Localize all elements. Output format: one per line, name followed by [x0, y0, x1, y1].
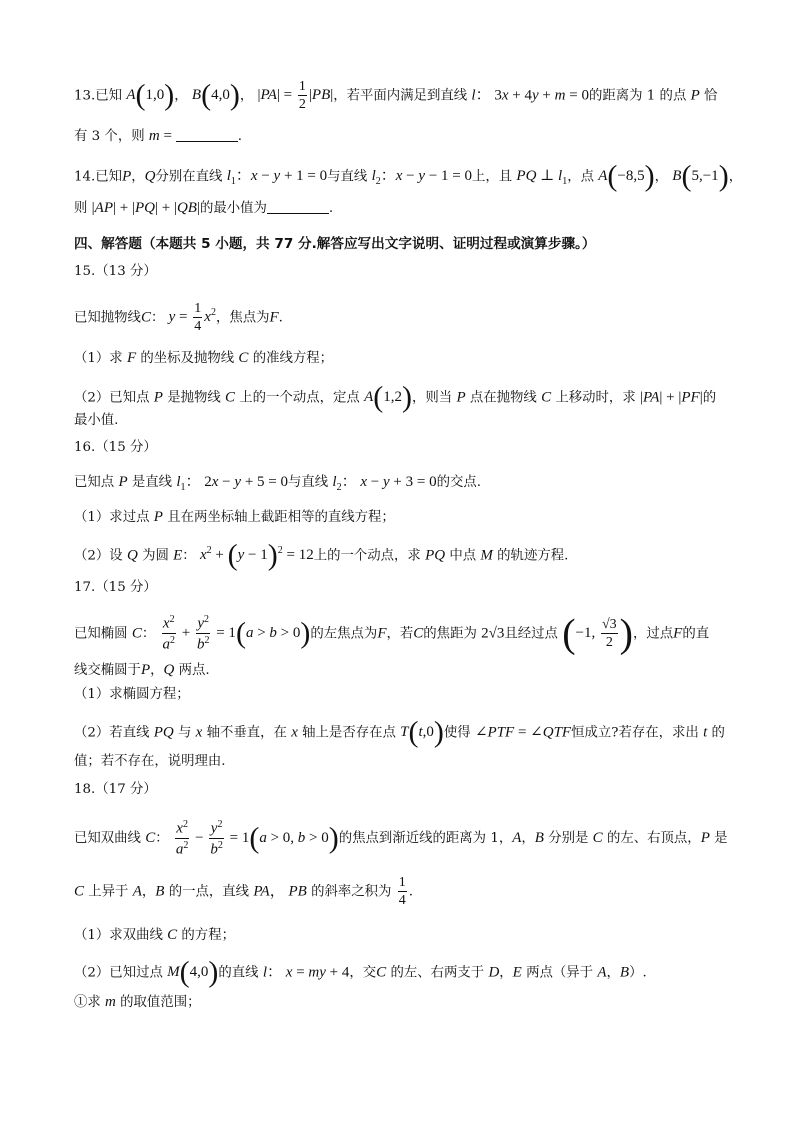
q15-sum-formula: |PA| + |PF| — [639, 389, 703, 406]
q15-text: ，焦点为 — [215, 310, 270, 326]
q18-text: 的焦点到渐近线的距离为 1， — [338, 831, 513, 847]
q16-text: 与直线 — [287, 475, 329, 490]
q16-line1-formula: $l_1$： 2x − y + 5 = 0 — [176, 474, 288, 493]
q17-text: 的 — [711, 725, 725, 741]
q18-text: ，交 — [349, 965, 377, 981]
q16-text: （1）求过点 — [74, 510, 150, 525]
q14-number: 14. — [74, 169, 96, 185]
q14-line2 — [74, 198, 333, 219]
q16-text: 中点 — [449, 548, 477, 564]
q15-text: 已知抛物线 — [74, 310, 141, 326]
q15-text: 上的一个动点，定点 — [239, 390, 360, 406]
q14-line1-formula: $l_1$：x − y + 1 = 0 — [226, 168, 328, 188]
q18-text: 的斜率之积为 — [311, 884, 392, 900]
q14-text: 上，且 — [471, 169, 513, 185]
q18-text: 是 — [714, 831, 728, 847]
q16-header: 16.（15 分） — [74, 440, 157, 455]
q18-text: （2）已知过点 — [74, 965, 163, 981]
q15-text: （1）求 — [74, 351, 123, 366]
ellipse-formula: $\frac{x^2}{a^2}$ + $\frac{y^2}{b^2}$ = 1(a > b > 0) — [162, 614, 311, 653]
q15-stem: 已知抛物线C： y = $\frac{1}{4}$ $x^2$，焦点为F. — [74, 301, 283, 334]
q18-header: 18.（17 分） — [74, 782, 157, 797]
q15-part2: （2）已知点 P 是抛物线 C 上的一个动点，定点 A(1,2)，则当 P 点在抛物线 C 上移动时，求 |PA| + |PF|的 — [74, 381, 717, 414]
q17-text: 使得 — [443, 725, 471, 741]
q15-text: 的准线方程； — [252, 351, 334, 366]
q18-text: 的方程； — [181, 928, 235, 943]
q15-text: 的 — [702, 390, 717, 406]
q14-sum-formula: |AP| + |PQ| + |QB| — [91, 200, 200, 216]
q16-text: 上的一个动点，求 — [313, 548, 421, 564]
q14-sep: ， — [728, 169, 743, 185]
q17-text: 已知椭圆 — [74, 626, 128, 642]
q18-text: 的左、右顶点， — [606, 831, 701, 847]
q17-text: 的直 — [682, 626, 710, 642]
q15-point-a: A(1,2) — [364, 381, 412, 414]
point-a: A(1,0) — [126, 79, 175, 112]
q15-text: . — [278, 310, 283, 326]
q17-part1: （1）求椭圆方程； — [74, 687, 190, 702]
q18-text: 的取值范围； — [120, 995, 201, 1010]
q17-text: 轴上是否存在点 — [302, 725, 396, 741]
q18-text: . — [408, 884, 413, 900]
q13-text: . — [237, 129, 242, 144]
q16-text: 的轨迹方程. — [497, 548, 569, 564]
parabola-formula: y = $\frac{1}{4}$ $x^2$ — [168, 301, 216, 334]
q14-perp-formula: PQ ⊥ $l_1$ — [516, 168, 568, 188]
point-m: M(4,0) — [167, 956, 219, 989]
q14-point-a: A(−8,5) — [598, 160, 655, 193]
q18-text: 的一点，直线 — [168, 884, 250, 900]
q16-text: 已知点 — [74, 475, 115, 490]
q14-text: 与直线 — [327, 169, 368, 185]
q16-text: 是直线 — [131, 475, 173, 490]
q16-stem: 已知点 P 是直线 $l_1$： 2x − y + 5 = 0与直线 $l_2$： x − y + 3 = 0的交点. — [74, 474, 482, 493]
q18-text: 的直线 — [218, 965, 259, 981]
q13-answer-formula: m = — [148, 128, 176, 144]
q15-part1: （1）求 F 的坐标及抛物线 C 的准线方程； — [74, 350, 334, 366]
q15-text: 点在抛物线 — [469, 390, 537, 406]
q17-text: 与 — [178, 725, 192, 741]
q13-line2 — [74, 126, 242, 147]
q18-text: 分别是 — [548, 831, 589, 847]
q13-text: 恰 — [704, 88, 718, 104]
q17-point: (−1, $\frac{√3}{2}$ ) — [562, 611, 633, 656]
q17-text: 线交椭圆于 — [74, 663, 141, 678]
q13-line-formula: l： 3x + 4y + m = 0 — [471, 87, 589, 104]
q18-text: 两点（异于 — [526, 965, 594, 981]
q17-text: 且经过点 — [504, 626, 558, 642]
q15-text: 的坐标及抛物线 — [140, 351, 235, 366]
point-t: T(t,0) — [400, 716, 444, 749]
q18-text: ）. — [629, 965, 647, 981]
q16-text: 且在两坐标轴上截距相等的直线方程； — [167, 510, 395, 525]
q17-text: 恒成立?若存在，求出 — [571, 725, 699, 741]
q14-answer-blank[interactable] — [267, 199, 329, 214]
q13-sep: ， — [239, 88, 254, 104]
slope-product: $\frac{1}{4}$ — [398, 875, 406, 908]
q15-text: （2）已知点 — [74, 390, 150, 406]
q14-line1: 14.已知P，Q分别在直线 $l_1$：x − y + 1 = 0与直线 $l_2$：x − y − 1 = 0上，且 PQ ⊥ $l_1$，点 A(−8,5)， B(5,−1)， — [74, 160, 743, 193]
q16-part1: （1）求过点 P 且在两坐标轴上截距相等的直线方程； — [74, 509, 395, 525]
q18-part2-sub1: ①求 m 的取值范围； — [74, 994, 201, 1010]
q13-ratio-formula: |PA| = $\frac{1}{2}$ |PB| — [257, 79, 334, 112]
q16-text: （2）设 — [74, 548, 123, 564]
point-b: B(4,0) — [191, 79, 240, 112]
slope-lines: PA， PB — [253, 883, 307, 900]
hyperbola-formula: $\frac{x^2}{a^2}$ − $\frac{y^2}{b^2}$ = 1(a > 0, b > 0) — [175, 819, 339, 858]
q17-text: 轴不垂直，在 — [206, 725, 287, 741]
q18-text: 已知双曲线 — [74, 831, 141, 847]
focal-distance: 2√3 — [481, 625, 505, 642]
q17-text: 两点. — [178, 663, 210, 678]
q16-part2: （2）设 Q 为圆 E： $x^2 + (y - 1)^2 = 12$上的一个动点，求 PQ 中点 M 的轨迹方程. — [74, 539, 569, 572]
q14-point-b: B(5,−1) — [672, 160, 729, 193]
circle-formula: $x^2 + (y - 1)^2 = 12$ — [199, 539, 314, 572]
q15-text: ，则当 — [412, 390, 453, 406]
q13-number: 13. — [74, 88, 96, 104]
q18-text: 的左、右两支于 — [390, 965, 485, 981]
q14-sep: ， — [654, 169, 669, 185]
q16-line2-formula: $l_2$： x − y + 3 = 0 — [332, 474, 437, 493]
q15-header: 15.（13 分） — [74, 264, 157, 279]
q14-text: ，点 — [567, 169, 594, 185]
q18-part1: （1）求双曲线 C 的方程； — [74, 927, 235, 943]
q14-text: 已知 — [95, 169, 123, 185]
q13-text: 有 3 个，则 — [74, 129, 145, 144]
q18-text: ①求 — [74, 995, 101, 1010]
q13-text: 的距离为 1 的点 — [588, 88, 687, 104]
q14-line2-formula: $l_2$：x − y − 1 = 0 — [371, 168, 472, 188]
q17-text: 的左焦点为 — [310, 626, 378, 642]
q17-stem: 已知椭圆 C： $\frac{x^2}{a^2}$ + $\frac{y^2}{b^2}$ = 1(a > b > 0)的左焦点为F，若C的焦距为 2√3且经过点 (−1, $\frac{√3}{2}$ )，过点F的直 — [74, 611, 710, 656]
q15-text: 上移动时，求 — [555, 390, 636, 406]
q18-part2: （2）已知过点 M(4,0)的直线 l： x = my + 4，交C 的左、右两支于 D，E 两点（异于 A，B）. — [74, 956, 647, 989]
q18-line-formula: l： x = my + 4 — [262, 964, 350, 981]
q15-text: 是抛物线 — [167, 390, 221, 406]
q17-text: 的焦距为 — [423, 626, 477, 642]
q18-text: （1）求双曲线 — [74, 928, 163, 943]
q14-text: . — [328, 201, 334, 216]
q15-part2-cont: 最小值. — [74, 413, 119, 428]
q18-text: 上异于 — [88, 884, 129, 900]
angle-formula: ∠PTF = ∠QTF — [474, 724, 572, 741]
q17-text: （2）若直线 — [74, 725, 150, 741]
q17-text: ，过点 — [633, 626, 674, 642]
section-heading: 四、解答题（本题共 5 小题，共 77 分.解答应写出文字说明、证明过程或演算步骤。） — [74, 236, 596, 252]
q13-answer-blank[interactable] — [176, 127, 238, 142]
q17-header: 17.（15 分） — [74, 580, 157, 595]
q18-stem-cont: C 上异于 A，B 的一点，直线 PA， PB 的斜率之积为 $\frac{1}{4}$ . — [74, 875, 413, 908]
q13-sep: ， — [174, 88, 188, 104]
q14-text: 则 — [74, 201, 88, 216]
q13-text: ，若平面内满足到直线 — [333, 88, 468, 104]
q17-part2: （2）若直线 PQ 与 x 轴不垂直，在 x 轴上是否存在点 T(t,0)使得 ∠PTF = ∠QTF恒成立?若存在，求出 t 的 — [74, 716, 725, 749]
q17-part2-cont: 值；若不存在，说明理由. — [74, 754, 226, 769]
q16-text: 为圆 — [142, 548, 169, 564]
q16-text: 的交点. — [436, 475, 482, 490]
q18-stem: 已知双曲线 C： $\frac{x^2}{a^2}$ − $\frac{y^2}{b^2}$ = 1(a > 0, b > 0)的焦点到渐近线的距离为 1，A，B 分别是 C 的左、右顶点，P 是 — [74, 819, 728, 858]
q14-text: 的最小值为 — [199, 201, 267, 216]
q14-text: 分别在直线 — [155, 169, 223, 185]
q13-text: 已知 — [95, 88, 123, 104]
q17-text: ，若 — [386, 626, 414, 642]
q13-line1: 13.已知 A(1,0)， B(4,0)， |PA| = $\frac{1}{2}$ |PB|，若平面内满足到直线 l： 3x + 4y + m = 0的距离为 1 的点 P 恰 — [74, 79, 718, 112]
q17-stem-cont: 线交椭圆于P，Q 两点. — [74, 662, 210, 678]
